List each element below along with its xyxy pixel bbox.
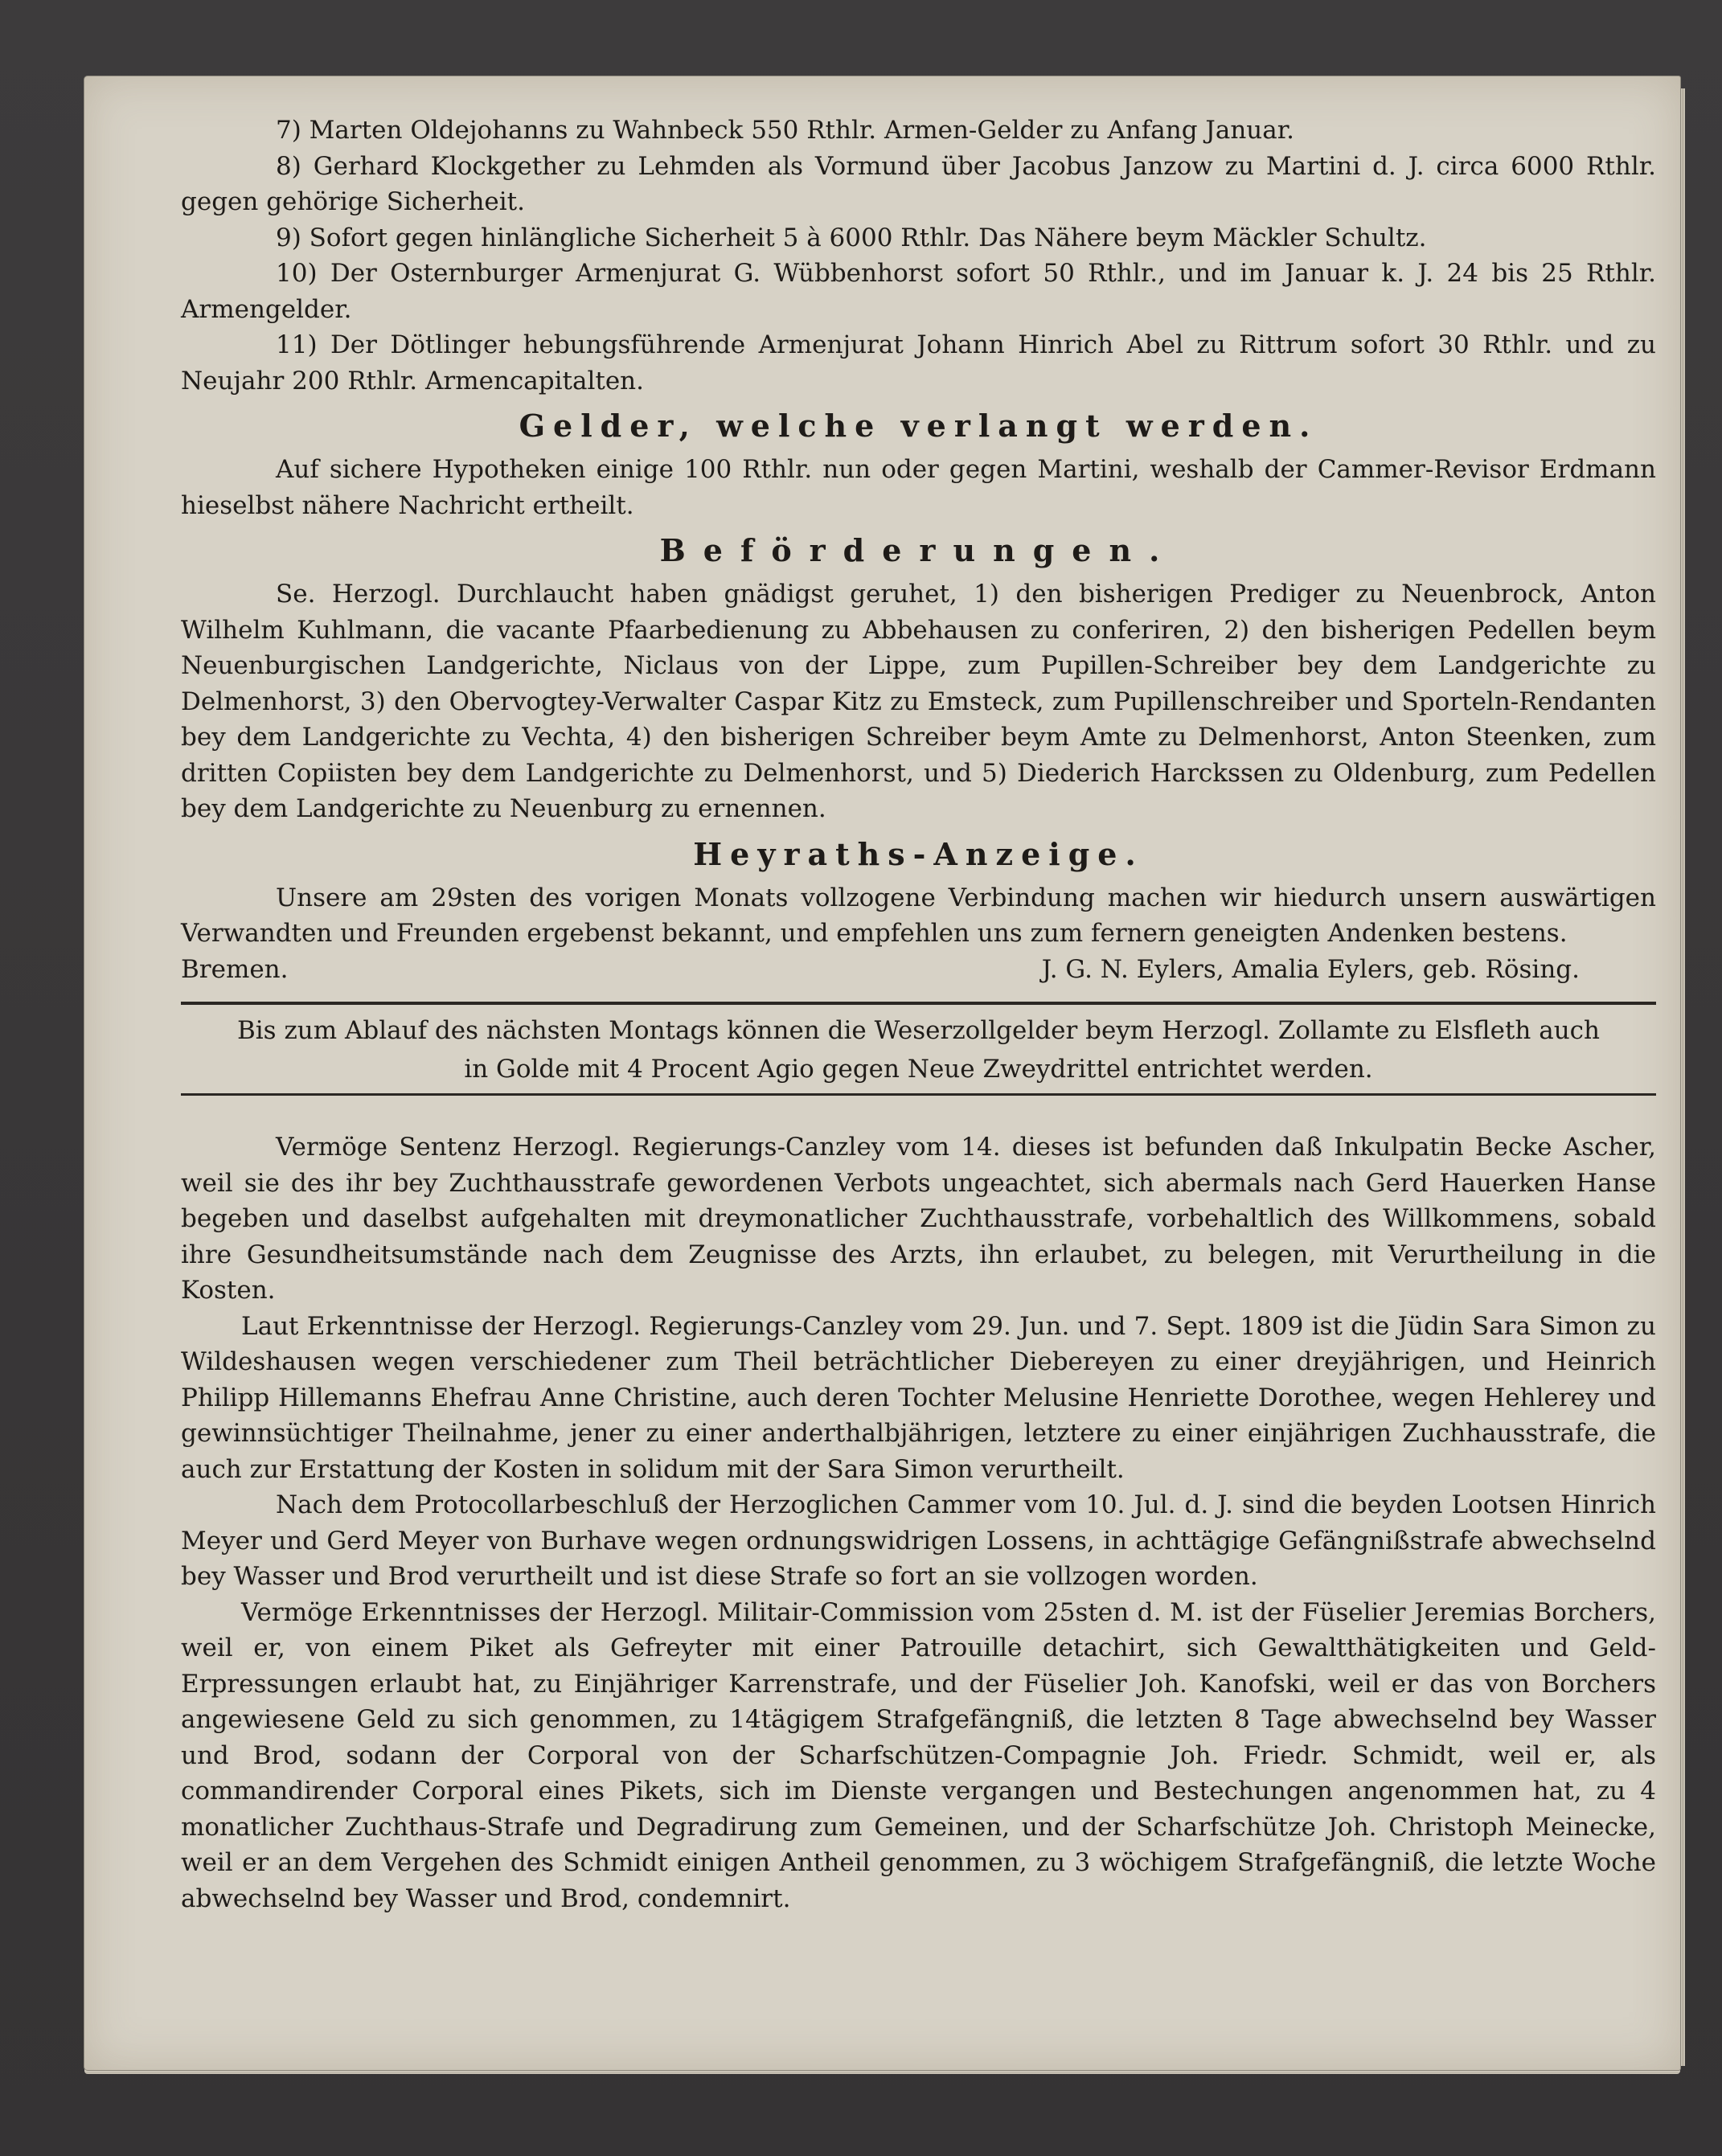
money-wanted-heading: Gelder, welche verlangt werden. <box>519 408 1318 444</box>
marriage-text: Unsere am 29sten des vorigen Monats vollzogene Verbindung machen wir hiedurch unsern auswärtigen Verwandten und Freunden ergebenst bekannt, und empfehlen uns zum fernern geneigten Andenken bestens. <box>181 883 1656 948</box>
toll-notice <box>181 1011 1656 1088</box>
marriage-signature: J. G. N. Eylers, Amalia Eylers, geb. Rösing. <box>1041 954 1580 984</box>
page-content <box>181 113 1656 1916</box>
sentence-lootsen-meyer: Nach dem Protocollarbeschluß der Herzoglichen Cammer vom 10. Jul. d. J. sind die beyden Lootsen Hinrich Meyer und Gerd Meyer von Burhave wegen ordnungswidrigen Lossens, in achttägige Gefängnißstrafe abwechselnd bey Wasser und Brod verurtheilt und ist diese Strafe so fort an sie vollzogen worden. <box>181 1490 1656 1591</box>
promotions-heading: Beförderungen. <box>659 532 1178 568</box>
toll-notice-line-1: Bis zum Ablauf des nächsten Montags können die Weserzollgelder beym Herzogl. Zollamte zu Elsfleth auch <box>236 1016 1600 1045</box>
offer-item-7: 7) Marten Oldejohanns zu Wahnbeck 550 Rthlr. Armen-Gelder zu Anfang Januar. <box>276 116 1295 145</box>
section-rule-top <box>181 1002 1656 1005</box>
offer-item-8: 8) Gerhard Klockgether zu Lehmden als Vormund über Jacobus Janzow zu Martini d. J. circa 6000 Rthlr. gegen gehörige Sicherheit. <box>181 151 1656 216</box>
marriage-signature-line <box>181 952 1656 988</box>
sentence-military-commission: Vermöge Erkenntnisses der Herzogl. Militair-Commission vom 25sten d. M. ist der Füselier Jeremias Borchers, weil er, von einem Piket als Gefreyter mit einer Patrouille detachirt, sich Gewaltthätigkeiten und Geld-Erpressungen erlaubt hat, zu Einjähriger Karrenstrafe, und der Füselier Joh. Kanofski, weil er das von Borchers angewiesene Geld zu sich genommen, zu 14tägigem Strafgefängniß, die letzten 8 Tage abwechselnd bey Wasser und Brod, sodann der Corporal von der Scharfschützen-Compagnie Joh. Friedr. Schmidt, weil er, als commandirender Corporal eines Pikets, sich im Dienste vergangen und Bestechungen angenommen hat, zu 4 monatlicher Zuchthaus-Strafe und Degradirung zum Gemeinen, und der Scharfschütze Joh. Christoph Meinecke, weil er an dem Vergehen des Schmidt einigen Antheil genommen, zu 3 wöchigem Strafgefängniß, die letzte Woche abwechselnd bey Wasser und Brod, condemnirt. <box>181 1597 1656 1913</box>
sentence-becke-ascher: Vermöge Sentenz Herzogl. Regierungs-Canzley vom 14. dieses ist befunden daß Inkulpatin Becke Ascher, weil sie des ihr bey Zuchthausstrafe gewordenen Verbots ungeachtet, sich abermals nach Gerd Hauerken Hanse begeben und daselbst aufgehalten mit dreymonatlicher Zuchthausstrafe, vorbehaltlich des Willkommens, sobald ihre Gesundheitsumstände nach dem Zeugnisse des Arzts, ihn erlaubet, zu belegen, mit Verurtheilung in die Kosten. <box>181 1133 1656 1305</box>
offer-item-10: 10) Der Osternburger Armenjurat G. Wübbenhorst sofort 50 Rthlr., und im Januar k. J. 24 bis 25 Rthlr. Armengelder. <box>181 259 1656 324</box>
marriage-place: Bremen. <box>181 954 289 984</box>
marriage-heading: Heyraths-Anzeige. <box>693 835 1144 872</box>
toll-notice-line-2: in Golde mit 4 Procent Agio gegen Neue Zweydrittel entrichtet werden. <box>464 1055 1373 1084</box>
section-rule-bottom <box>181 1093 1656 1096</box>
money-wanted-text: Auf sichere Hypotheken einige 100 Rthlr. nun oder gegen Martini, weshalb der Cammer-Revisor Erdmann hieselbst nähere Nachricht ertheilt. <box>181 455 1656 520</box>
offer-item-9: 9) Sofort gegen hinlängliche Sicherheit 5 à 6000 Rthlr. Das Nähere beym Mäckler Schultz. <box>276 223 1427 252</box>
promotions-text: Se. Herzogl. Durchlaucht haben gnädigst geruhet, 1) den bisherigen Prediger zu Neuenbrock, Anton Wilhelm Kuhlmann, die vacante Pfaarbedienung zu Abbehausen zu conferiren, 2) den bisherigen Pedellen beym Neuenburgischen Landgerichte, Niclaus von der Lippe, zum Pupillen-Schreiber bey dem Landgerichte zu Delmenhorst, 3) den Obervogtey-Verwalter Caspar Kitz zu Emsteck, zum Pupillenschreiber und Sporteln-Rendanten bey dem Landgerichte zu Vechta, 4) den bisherigen Schreiber beym Amte zu Delmenhorst, Anton Steenken, zum dritten Copiisten bey dem Landgerichte zu Delmenhorst, und 5) Diederich Harckssen zu Oldenburg, zum Pedellen bey dem Landgerichte zu Neuenburg zu ernennen. <box>181 580 1656 823</box>
sentence-sara-simon: Laut Erkenntnisse der Herzogl. Regierungs-Canzley vom 29. Jun. und 7. Sept. 1809 ist die Jüdin Sara Simon zu Wildeshausen wegen verschiedener zum Theil beträchtlicher Diebereyen zu einer dreyjährigen, und Heinrich Philipp Hillemanns Ehefrau Anne Christine, auch deren Tochter Melusine Henriette Dorothee, wegen Hehlerey und gewinnsüchtiger Theilnahme, jener zu einer anderthalbjährigen, letztere zu einer einjährigen Zuchhausstrafe, die auch zur Erstattung der Kosten in solidum mit der Sara Simon verurtheilt. <box>181 1311 1656 1484</box>
offer-item-11: 11) Der Dötlinger hebungsführende Armenjurat Johann Hinrich Abel zu Rittrum sofort 30 Rthlr. und zu Neujahr 200 Rthlr. Armencapitalten. <box>181 330 1656 396</box>
